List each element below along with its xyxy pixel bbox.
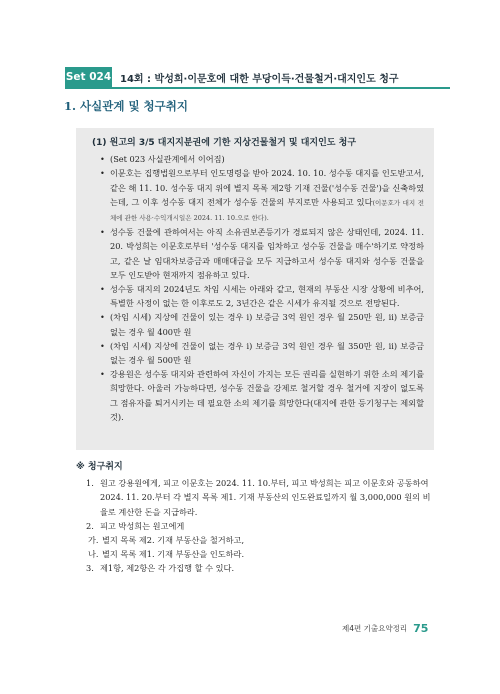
set-header [65, 67, 450, 89]
claim-item: 2. 피고 박성희는 원고에게 [86, 520, 185, 531]
page-number: 75 [413, 622, 429, 635]
facts-box [76, 128, 434, 450]
bullet-icon: • [100, 284, 105, 295]
claim-subitem: 나. 별지 목록 제1. 기재 부동산을 인도하라. [88, 549, 245, 560]
facts-heading: (1) 원고의 3/5 대지지분권에 기한 지상건물철거 및 대지인도 청구 [92, 138, 357, 148]
bullet-icon: • [100, 154, 105, 165]
claims-heading: ※ 청구취지 [76, 462, 123, 472]
claim-subitem: 가. 별지 목록 제2. 기재 부동산을 철거하고, [88, 535, 245, 546]
page-footer [342, 622, 428, 635]
fact-item: • (Set 023 사실관계에서 이어짐) [90, 152, 424, 166]
set-title: 14회 : 박성희·이문호에 대한 부당이득·건물철거·대지인도 청구 [120, 73, 399, 85]
bullet-icon: • [100, 227, 105, 238]
footer-label: 제4편 기출요약정리 [342, 624, 408, 633]
set-badge: Set 024 [65, 67, 112, 87]
bullet-icon: • [100, 369, 105, 380]
bullet-icon: • [100, 312, 105, 323]
claim-item: 3. 제1항, 제2항은 각 가집행 할 수 있다. [86, 563, 235, 574]
fact-note: (이문호가 대지 전체에 관한 사용·수익개시일은 2024. 11. 10.으로 한다). [110, 198, 425, 223]
bullet-icon: • [100, 168, 105, 179]
fact-text: 이문호는 집행법원으로부터 인도명령을 받아 2024. 10. 10. 성수동 대지를 인도받고서, 같은 해 11. 10. 성수동 대지 위에 별지 목록 제2항 기재 건물('성수동 건물')을 신축하였는데, 그 이후 성수동 대지 전체가 성수동 건물의 부지로만 사용되고 있다 [110, 168, 424, 207]
fact-item [90, 166, 424, 225]
fact-item: • 강용원은 성수동 대지와 관련하여 자신이 가지는 모든 권리를 실현하기 위한 소의 제기를 희망한다. 아울러 가능하다면, 성수동 건물을 강제로 철거할 경우 철거에 지장이 없도록 그 점유자를 퇴거시키는 데 필요한 소의 제기를 희망한다(대지에 관한 등기청구는 제외할 것). [90, 367, 424, 424]
fact-item: • (차임 시세) 지상에 건물이 없는 경우 i) 보증금 3억 원인 경우 월 350만 원, ii) 보증금 없는 경우 월 500만 원 [90, 339, 424, 367]
claim-item: 1. 원고 강용원에게, 피고 이문호는 2024. 11. 10.부터, 피고 박성희는 피고 이문호와 공동하여 2024. 11. 20.부터 각 별지 목록 제1. 기재 부동산의 인도완료일까지 월 3,000,000 원의 비율로 계산한 돈을 지급하라. [86, 478, 431, 517]
fact-item: • 성수동 대지의 2024년도 차임 시세는 아래와 같고, 현재의 부동산 시장 상황에 비추어, 특별한 사정이 없는 한 이후로도 2, 3년간은 같은 시세가 유지될 것으로 전망된다. [90, 282, 424, 310]
section-title: 1. 사실관계 및 청구취지 [64, 99, 188, 113]
claims-section [76, 460, 436, 576]
fact-item: • 성수동 건물에 관하여서는 아직 소유권보존등기가 경료되지 않은 상태인데, 2024. 11. 20. 박성희는 이문호로부터 '성수동 대지를 임차하고 성수동 건물을 매수'하기로 약정하고, 같은 날 임대차보증금과 매매대금을 모두 지급하고서 성수동 대지와 성수동 건물을 모두 인도받아 현재까지 점유하고 있다. [90, 225, 424, 282]
fact-item: • (차임 시세) 지상에 건물이 있는 경우 i) 보증금 3억 원인 경우 월 250만 원, ii) 보증금 없는 경우 월 400만 원 [90, 310, 424, 338]
bullet-icon: • [100, 340, 105, 351]
